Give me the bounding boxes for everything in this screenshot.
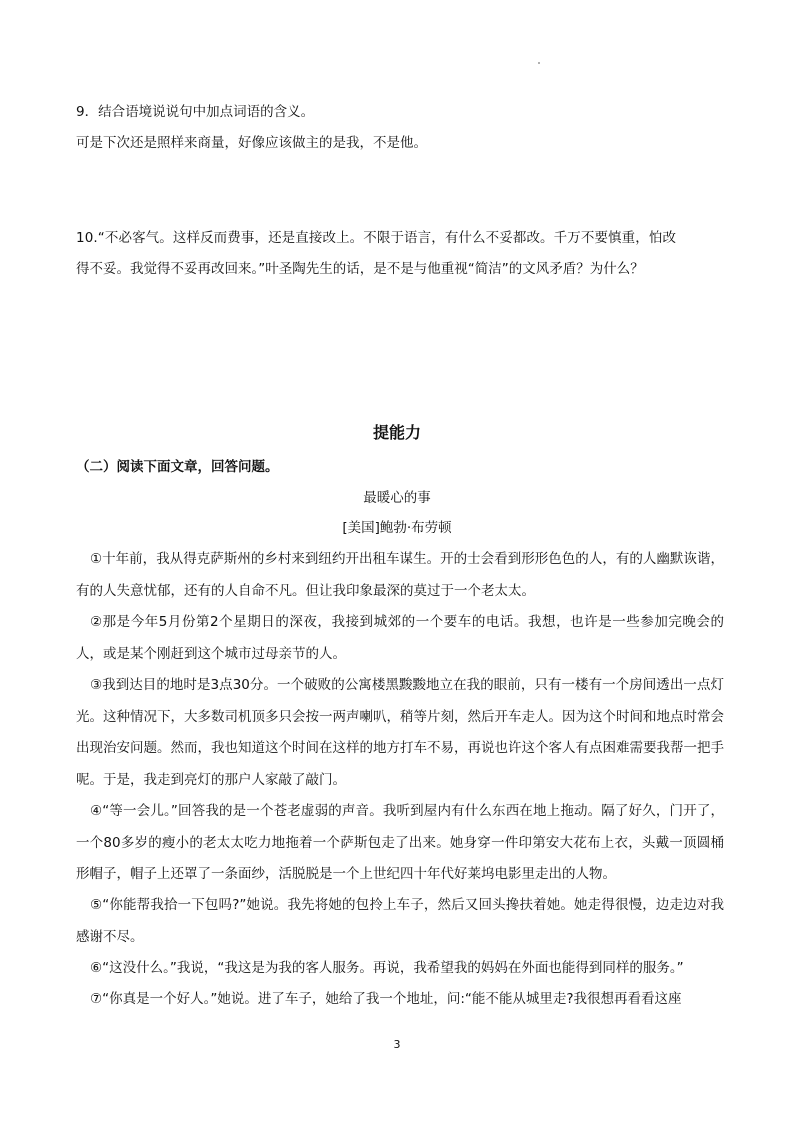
article-paragraph-6: ⑥“这没什么。”我说，“我这是为我的客人服务。再说，我希望我的妈妈在外面也能得到同样的服务。” [90,960,684,976]
article-paragraph-1: ①十年前，我从得克萨斯州的乡村来到纽约开出租车谋生。开的士会看到形形色色的人，有的人幽默诙谐，有的人失意忧郁，还有的人自命不凡。但让我印象最深的莫过于一个老太太。 [76,551,724,599]
article-paragraph-3: ③我到达目的地时是3点30分。一个破败的公寓楼黑黢黢地立在我的眼前，只有一楼有一个房间透出一点灯光。这种情况下，大多数司机顶多只会按一两声喇叭，稍等片刻，然后开车走人。因为这个时间和地点时常会出现治安问题。然而，我也知道这个时间在这样的地方打车不易，再说也许这个客人有点困难需要我帮一把手呢。于是，我走到亮灯的那户人家敲了敲门。 [76,677,724,788]
section-title: 提能力 [372,423,421,442]
section-instruction: （二）阅读下面文章，回答问题。 [76,459,279,475]
page-number: 3 [393,1038,401,1051]
article-paragraph-5: ⑤“你能帮我拾一下包吗?”她说。我先将她的包拎上车子，然后又回头搀扶着她。她走得很慢，边走边对我感谢不尽。 [76,897,724,945]
article-author: [美国]鲍勃·布劳顿 [342,520,452,536]
article-paragraph-2: ②那是今年5月份第2个星期日的深夜，我接到城郊的一个要车的电话。我想，也许是一些参加完晚会的人，或是某个刚赶到这个城市过母亲节的人。 [76,614,724,662]
question-9-prompt: 9．结合语境说说句中加点词语的含义。 [76,104,315,120]
article-paragraph-7: ⑦“你真是一个好人。”她说。进了车子，她给了我一个地址，问:“能不能从城里走?我很想再看看这座 [90,991,682,1007]
question-9-sentence: 可是下次还是照样来商量，好像应该做主的是我，不是他。 [76,135,427,151]
question-10-line-2: 得不妥。我觉得不妥再改回来。”叶圣陶先生的话，是不是与他重视“简洁”的文风矛盾？为什么？ [76,261,644,277]
question-10-line-1: 10.“不必客气。这样反而费事，还是直接改上。不限于语言，有什么不妥都改。千万不要慎重，怕改 [76,230,677,246]
header-dot-mark [538,62,540,64]
article-paragraph-4: ④“等一会儿。”回答我的是一个苍老虚弱的声音。我听到屋内有什么东西在地上拖动。隔了好久，门开了，一个80多岁的瘦小的老太太吃力地拖着一个萨斯包走了出来。她身穿一件印第安大花布上衣，头戴一顶圆桶形帽子，帽子上还罩了一条面纱，活脱脱是一个上世纪四十年代好莱坞电影里走出的人物。 [76,803,724,882]
article-title: 最暖心的事 [363,490,431,506]
